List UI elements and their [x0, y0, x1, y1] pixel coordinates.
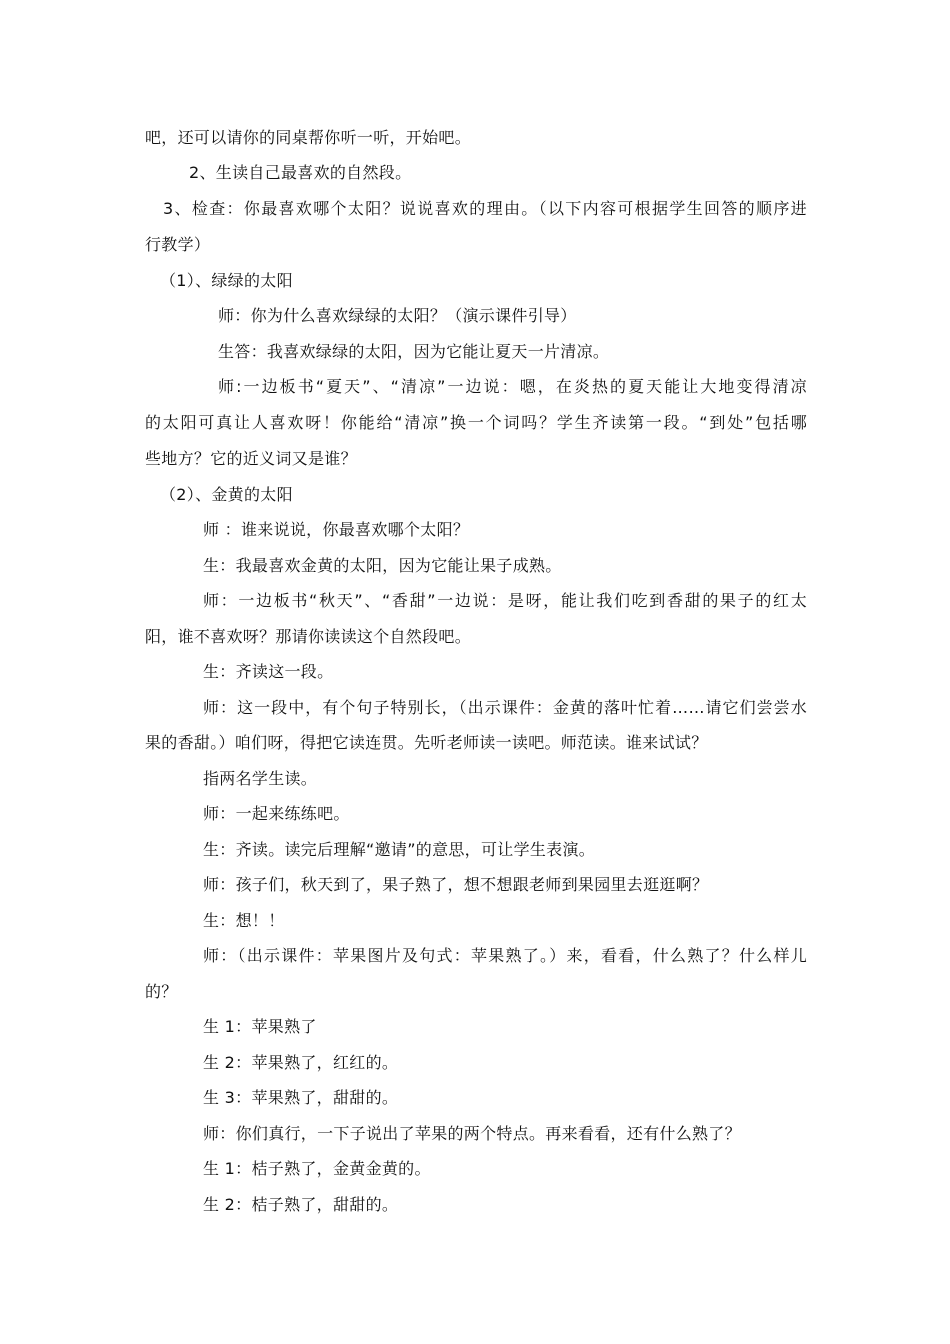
text-line: 生：我最喜欢金黄的太阳，因为它能让果子成熟。 — [203, 556, 562, 575]
text-line: 生：齐读这一段。 — [203, 662, 334, 681]
text-line: 行教学） — [145, 235, 211, 254]
text-line: 生 2：桔子熟了，甜甜的。 — [203, 1195, 399, 1214]
text-line: 生 2：苹果熟了，红红的。 — [203, 1053, 399, 1072]
text-line: 师：这一段中，有个句子特别长，（出示课件：金黄的落叶忙着……请它们尝尝水 — [203, 698, 807, 717]
text-line: 生：齐读。读完后理解“邀请”的意思，可让学生表演。 — [203, 840, 596, 859]
text-line: 些地方？它的近义词又是谁？ — [145, 449, 357, 468]
text-line: 的太阳可真让人喜欢呀！你能给“清凉”换一个词吗？学生齐读第一段。“到处”包括哪 — [145, 413, 807, 432]
section-heading: （2）、金黄的太阳 — [160, 485, 293, 504]
text-line: 师：（出示课件：苹果图片及句式：苹果熟了。）来，看看，什么熟了？什么样儿 — [203, 946, 807, 965]
text-line: 师：你们真行，一下子说出了苹果的两个特点。再来看看，还有什么熟了？ — [203, 1124, 741, 1143]
text-line: 师：一起来练练吧。 — [203, 804, 350, 823]
text-line: 生 3：苹果熟了，甜甜的。 — [203, 1088, 399, 1107]
text-line: 师：孩子们，秋天到了，果子熟了，想不想跟老师到果园里去逛逛啊？ — [203, 875, 709, 894]
text-line: 指两名学生读。 — [203, 769, 318, 788]
text-line: 阳，谁不喜欢呀？那请你读读这个自然段吧。 — [145, 627, 472, 646]
text-line: 师：你为什么喜欢绿绿的太阳？（演示课件引导） — [218, 306, 577, 325]
text-line: 师：一边板书“秋天”、“香甜”一边说：是呀，能让我们吃到香甜的果子的红太 — [203, 591, 807, 610]
text-line: 生答：我喜欢绿绿的太阳，因为它能让夏天一片清凉。 — [218, 342, 610, 361]
section-heading: （1）、绿绿的太阳 — [160, 271, 293, 290]
text-line: 3、检查：你最喜欢哪个太阳？说说喜欢的理由。（以下内容可根据学生回答的顺序进 — [163, 199, 807, 218]
text-line: 2、生读自己最喜欢的自然段。 — [189, 163, 412, 182]
text-line: 师:一边板书“夏天”、“清凉”一边说：嗯，在炎热的夏天能让大地变得清凉 — [218, 377, 807, 396]
text-line: 生：想！！ — [203, 911, 285, 930]
text-line: 生 1：苹果熟了 — [203, 1017, 317, 1036]
text-line: 生 1：桔子熟了，金黄金黄的。 — [203, 1159, 431, 1178]
text-line: 果的香甜。）咱们呀，得把它读连贯。先听老师读一读吧。师范读。谁来试试？ — [145, 733, 708, 752]
text-line: 的？ — [145, 982, 178, 1001]
text-line: 师 ：谁来说说，你最喜欢哪个太阳？ — [203, 520, 470, 539]
text-line: 吧，还可以请你的同桌帮你听一听，开始吧。 — [145, 128, 472, 147]
